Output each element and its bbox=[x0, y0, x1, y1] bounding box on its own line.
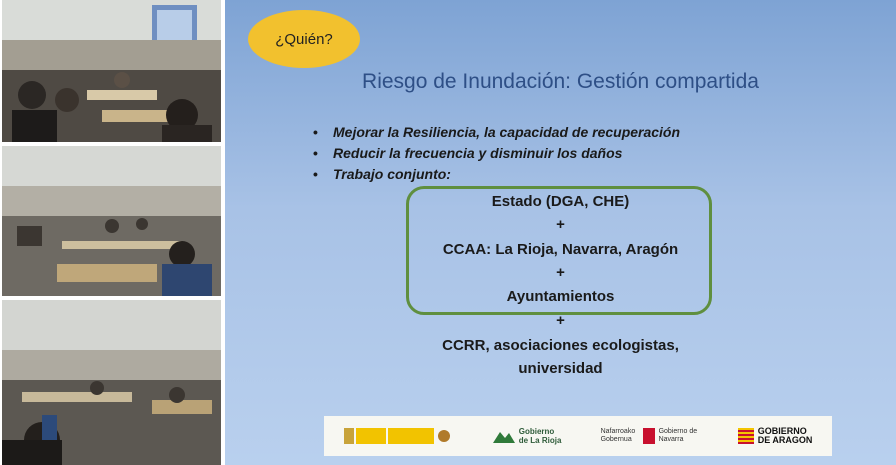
navarra-logo: Nafarroako Gobernua Gobierno de Navarra bbox=[600, 428, 698, 443]
bullet-list bbox=[311, 122, 680, 185]
municipalities-line: Ayuntamientos bbox=[506, 288, 615, 305]
bullet-item: • Mejorar la Resiliencia, la capacidad de recuperación bbox=[313, 124, 681, 140]
presentation-slide bbox=[225, 0, 896, 465]
meeting-photos bbox=[0, 0, 222, 465]
state-line: Estado (DGA, CHE) bbox=[491, 193, 630, 210]
meeting-photo-3 bbox=[2, 300, 221, 465]
stakeholders-line: CCRR, asociaciones ecologistas, bbox=[442, 337, 679, 354]
slide-title: Riesgo de Inundación: Gestión compartida bbox=[362, 70, 759, 93]
regions-line: CCAA: La Rioja, Navarra, Aragón bbox=[442, 241, 679, 258]
bullet-item: • Reducir la frecuencia y disminuir los daños bbox=[313, 145, 623, 161]
meeting-photo-2 bbox=[2, 146, 221, 296]
meeting-photo-1 bbox=[2, 0, 221, 142]
aragon-logo: GOBIERNO DE ARAGON bbox=[738, 427, 813, 445]
bullet-item: • Trabajo conjunto: bbox=[313, 166, 451, 182]
who-badge: ¿Quién? bbox=[248, 10, 360, 68]
plus-sign: + bbox=[556, 216, 565, 233]
plus-sign: + bbox=[556, 312, 565, 329]
university-line: universidad bbox=[518, 360, 603, 377]
la-rioja-logo: Gobierno de La Rioja bbox=[493, 427, 562, 445]
plus-sign: + bbox=[556, 264, 565, 281]
logos-bar bbox=[324, 416, 832, 456]
spain-government-logo bbox=[344, 426, 454, 446]
